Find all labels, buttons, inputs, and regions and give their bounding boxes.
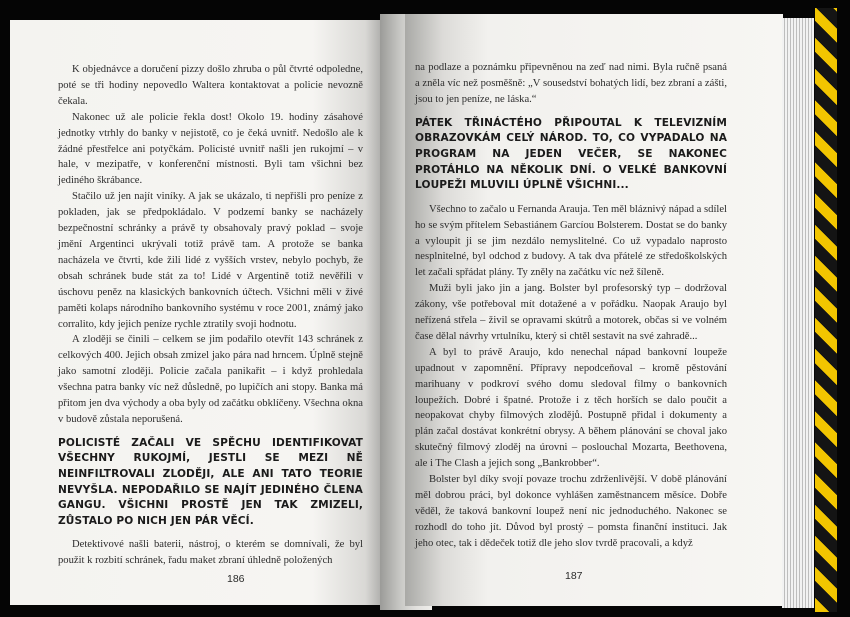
paragraph: Nakonec už ale policie řekla dost! Okolo 19. hodiny zásahové jednotky vtrhly do banky v nejistotě, co je čeká uvnitř. Nedošlo ale k žádné přestřelce ani potyčkám. Policisté uvnitř našli jen rukojmí – v hale, v mezipatře, v konferenční místnosti. Byli tam všichni bez jediného škrábance. [58, 111, 363, 187]
paragraph: Muži byli jako jin a jang. Bolster byl profesorský typ – dodržoval zákony, vše potřeboval mít dotažené a v pořádku. Naopak Araujo byl neřízená střela – živil se opravami skútrů a motorek, občas si ve volném čase dělal návrhy vrtulníku, který si chtěl sestavit na své zahradě... [415, 283, 727, 342]
left-page-text [58, 62, 363, 569]
paragraph: Bolster byl díky svojí povaze trochu zdrženlivější. V době plánování měl dobrou práci, byl dokonce vyhlášen zaměstnancem měsíce. Dobře věděl, že taková bankovní loupež není nic jednoduchého. Nakonec se rozhodl do toho jít. Důvod byl prostý – pomsta finanční instituci. Jak jeho otec, tak i dědeček totiž dle jeho slov tvrdě pracovali, a když [415, 474, 727, 549]
page-edges [782, 18, 814, 608]
hazard-stripe-edge [815, 8, 837, 612]
page-number-left: 186 [227, 573, 245, 585]
paragraph: Detektivové našli baterii, nástroj, o kterém se domnívali, že byl použit k rozbití schránek, řadu maket zbraní úhledně položených [58, 539, 363, 567]
section-heading: PÁTEK TŘINÁCTÉHO PŘIPOUTAL K TELEVIZNÍM OBRAZOVKÁM CELÝ NÁROD. TO, CO VYPADALO NA PROGRAM NA JEDEN VEČER, SE NAKONEC PROTÁHLO NA NĚKOLIK DNÍ. O VELKÉ BANKOVNÍ LOUPEŽI MLUVILI ÚPLNĚ VŠICHNI... [415, 116, 727, 192]
right-page-text [415, 60, 727, 552]
paragraph: Všechno to začalo u Fernanda Arauja. Ten měl bláznivý nápad a sdílel ho se svým přítelem Sebastiánem Garcíou Bolsterem. Dostat se do banky a vyloupit ji se jim nezdálo nemyslitelné. Co už vypadalo naprosto nesplnitelné, byl odchod z budovy. A tak dva přátelé ze středoškolských let začali spřádat plány. Ty zněly na začátku víc než šíleně. [415, 203, 727, 279]
paragraph: A byl to právě Araujo, kdo nenechal nápad bankovní loupeže upadnout v zapomnění. Přípravy nepodceňoval – kromě pěstování marihuany v podkroví svého domu sledoval filmy o bankovních loupežích. Dobré i špatné. Protože i z těch horších se dalo poučit a neopakovat chyby filmových zlodějů. Postupně přidal i dokumenty a plán začal dostávat konkrétní obrysy. A během plánování se choval jako skutečný filmový zloděj na úrovni – poslouchal Mozarta, Beethovena, ale i The Clash a jejich song „Bankrobber“. [415, 346, 727, 470]
section-heading: POLICISTÉ ZAČALI VE SPĚCHU IDENTIFIKOVAT VŠECHNY RUKOJMÍ, JESTLI SE MEZI NĚ NEINFILTROVALI ZLODĚJI, ALE ANI TATO TEORIE NEVYŠLA. NEPODAŘILO SE NAJÍT JEDINÉHO ČLENA GANGU. VŠICHNI PROSTĚ JEN TAK ZMIZELI, ZŮSTALO PO NICH JEN PÁR VĚCÍ. [58, 436, 363, 527]
paragraph: A zloději se činili – celkem se jim podařilo otevřít 143 schránek z celkových 400. Jejich obsah zmizel jako pára nad hrncem. Úplně stejně jako samotní zloději. Policie začala panikařit – i když prohledala všechna patra banky víc než důsledně, po lupičích ani stopy. Banka má přitom jen dva východy a oba byly od začátku obklíčeny. Všechna okna v budově zůstala neporušená. [58, 334, 363, 425]
page-number-right: 187 [565, 570, 583, 582]
paragraph: Stačilo už jen najít viníky. A jak se ukázalo, ti nepřišli pro peníze z pokladen, jak se předpokládalo. V podzemí banky se nacházely bezpečnostní schránky a právě ty obsahovaly pravý poklad – svoje jmění Argentinci ukrývali totiž právě tam. A protože se banka nacházela ve čtvrti, kde žili lidé z vyšších vrstev, nebylo pochyb, že obsah schránek bude stát za to! Lidé v Argentině totiž nevěřili v úschovu peněz na klasických bankovních účtech. Všichni měli v živé paměti kolaps národního bankovního systému v roce 2001, známý jako corralito, kdy jejich peníze rychle ztratily svoji hodnotu. [58, 191, 363, 330]
paragraph: K objednávce a doručení pizzy došlo zhruba o půl čtvrté odpoledne, poté se tři hodiny nepovedlo Waltera kontaktovat a policie nevozně čekala. [58, 64, 363, 107]
paragraph: na podlaze a poznámku připevněnou na zeď nad nimi. Byla ručně psaná a zněla víc než posměšně: „V sousedství bohatých lidí, bez zbraní a zášti, jsou to jen peníze, ne láska.“ [415, 62, 727, 105]
